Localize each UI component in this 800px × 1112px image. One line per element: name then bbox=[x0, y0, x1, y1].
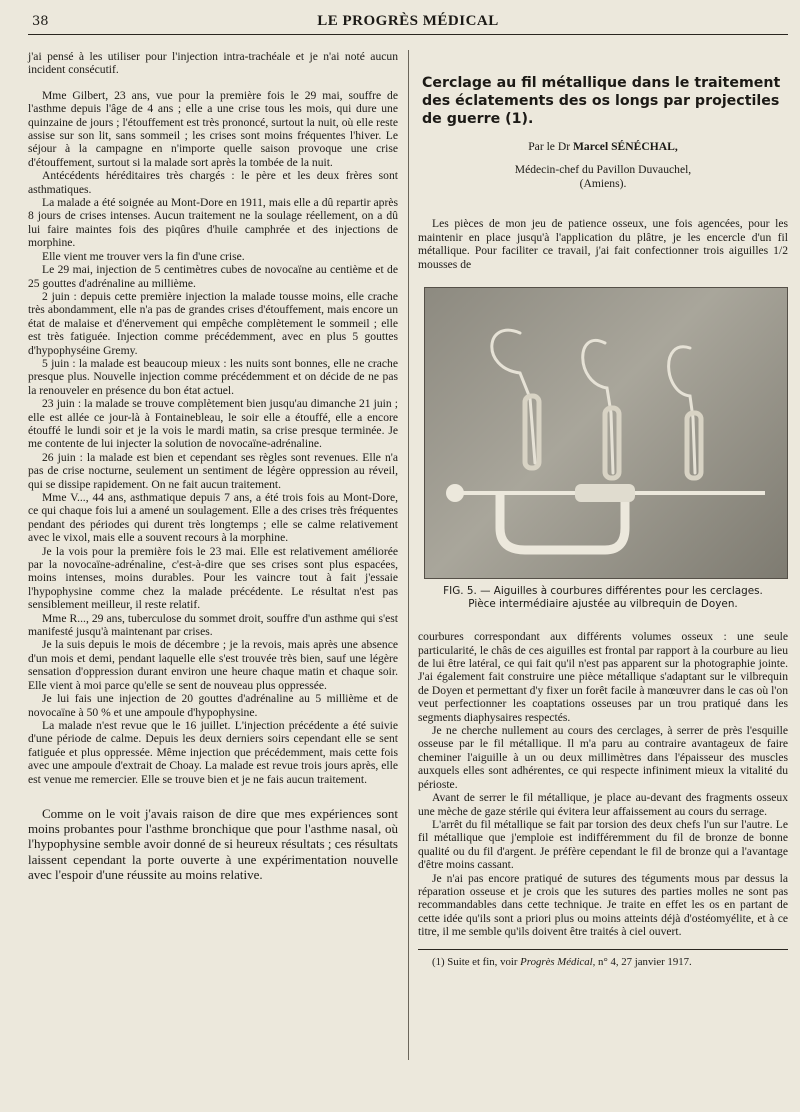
paragraph: Je ne cherche nullement au cours des cerclages, à serrer de près l'esquille osseuse par le fil métallique. Il m'a paru au contraire avantageux de faire cheminer l'aiguille à un ou deux millimètres dans l'épaisseur des muscles auxquels elles sont adhérentes, ce qui respecte infiniment mieux la vitalité du périoste. bbox=[418, 724, 788, 791]
footnote-journal: Progrès Médical, bbox=[520, 955, 596, 968]
column-divider bbox=[408, 50, 409, 1060]
footnote bbox=[418, 956, 788, 969]
page-header bbox=[28, 8, 788, 35]
paragraph: 5 juin : la malade est beaucoup mieux : les nuits sont bonnes, elle ne crache presque plus. Nouvelle injection comme précédemment et on décide de ne pas la renouveler en présence du bon état actuel. bbox=[28, 356, 398, 397]
paragraph: j'ai pensé à les utiliser pour l'injection intra-trachéale et je n'ai noté aucun incident consécutif. bbox=[28, 50, 398, 77]
needles-illustration bbox=[425, 288, 787, 578]
caption-line: FIG. 5. — Aiguilles à courbures différentes pour les cerclages. bbox=[443, 585, 763, 598]
drill-piece bbox=[446, 484, 765, 550]
paragraph: La malade a été soignée au Mont-Dore en 1911, mais elle a dû repartir après 8 jours de crises intenses. Aucun traitement ne la soulage réellement, on a dû lui faire maintes fois des piqûres d'huile camphrée et des injections de morphine. bbox=[28, 196, 398, 250]
footnote-rule bbox=[418, 949, 788, 950]
figure-caption bbox=[418, 585, 788, 610]
paragraph: 23 juin : la malade se trouve complètement bien jusqu'au dimanche 21 juin ; elle est allée ce jour-là à Fontainebleau, le soir elle a étouffé, elle a encore étouffé le lundi soir et je la vois le mardi matin, sa crise presque terminée. Je me contente de lui injecter la solution de novocaïne-adrénaline. bbox=[28, 397, 398, 451]
affiliation-line: (Amiens). bbox=[579, 177, 627, 191]
right-column bbox=[418, 50, 788, 969]
paragraph: Avant de serrer le fil métallique, je place au-devant des fragments osseux une mèche de gaze stérile qui évitera leur affaissement au cours du serrage. bbox=[418, 791, 788, 818]
case-gilbert-paragraph: Mme Gilbert, 23 ans, vue pour la première fois le 29 mai, souffre de l'asthme depuis l'âge de 4 ans ; elle a une crise tous les mois, qui dure une quinzaine de jours ; l'étouffement est très prononcé, surtout la nuit, où elle reste assise sur son lit, sans sommeil ; les crises sont moins fréquentes l'hiver. Le séjour à la campagne en n'importe quelle saison provoque une crise d'étouffement, surtout si la malade sort après la tombée de la nuit. bbox=[28, 88, 398, 169]
paragraph: 26 juin : la malade est bien et cependant ses règles sont revenues. Elle n'a pas de crise nocturne, seulement un sentiment de légère oppression au réveil, qui se dissipe rapidement. On ne fait aucun traitement. bbox=[28, 450, 398, 491]
figure-photo bbox=[424, 287, 788, 579]
paragraph: La malade n'est revue que le 16 juillet. L'injection précédente a été suivie d'une période de calme. Depuis les deux derniers soirs cependant elle se sent fatiguée et plus oppressée. Même injection que précédemment, mais cette fois avec une ampoule d'extrait de Choay. La malade est revue trois jours après, elle est venue me remercier. Elle se trouve bien et je ne fais aucun traitement. bbox=[28, 718, 398, 786]
conclusion-paragraph: Comme on le voit j'avais raison de dire que mes expériences sont moins probantes pour l'asthme bronchique que pour l'asthme nasal, où l'hypophysine semble avoir donné de si heureux résultats ; ces résultats laissent cependant la porte ouverte à une expérimentation nouvelle avec l'espoir d'une réussite au moins relative. bbox=[28, 805, 398, 882]
journal-title: LE PROGRÈS MÉDICAL bbox=[317, 13, 499, 29]
paragraph: L'arrêt du fil métallique se fait par torsion des deux chefs l'un sur l'autre. Le fil métallique que j'emploie est indifféremment du fil de bronze de bonne qualité ou du fil d'argent. Je préfère cependant le fil de bronze qui a l'avantage d'être moins cassant. bbox=[418, 817, 788, 872]
caption-line: Pièce intermédiaire ajustée au vilbrequin de Doyen. bbox=[468, 597, 738, 610]
paragraph: courbures correspondant aux différents volumes osseux : une seule particularité, le châs de ces aiguilles est frontal par rapport à la courbure au lieu de lui être latéral, ce qui fait qu'il n'est pas apparent sur la photographie jointe. J'ai également fait construire une pièce métallique s'adaptant sur le vilbrequin de Doyen et permettant d'y fixer un forêt facile à manœuvrer dans le cas où l'on veut perfectionner les coaptations osseuses par un trou pratiqué dans les segments diaphysaires respectés. bbox=[418, 630, 788, 724]
byline-prefix: Par le Dr bbox=[528, 140, 571, 153]
paragraph: 2 juin : depuis cette première injection la malade tousse moins, elle crache très abondamment, elle n'a pas de grandes crises d'étouffement, mais encore un état de malaise et d'énervement qui empêche complètement le sommeil ; elle est très fatiguée. Injection comme précédemment, avec en plus 5 gouttes d'hypophyséine Gremy. bbox=[28, 289, 398, 357]
paragraph: Je la suis depuis le mois de décembre ; je la revois, mais après une absence d'un mois et demi, pendant laquelle elle s'est trouvée très bien, sauf une légère sensation d'oppression durant environ une heure chaque matin et chaque soir. Elle vient à moi parce qu'elle se sent de nouveau plus oppressée. bbox=[28, 638, 398, 692]
affiliation bbox=[418, 163, 788, 191]
article-title: Cerclage au fil métallique dans le traitement des éclatements des os longs par projectiles de guerre (1). bbox=[422, 75, 781, 127]
left-column bbox=[28, 50, 398, 882]
footnote-ref: n° 4, 27 janvier 1917. bbox=[598, 955, 692, 968]
paragraph: Elle vient me trouver vers la fin d'une crise. bbox=[42, 249, 245, 263]
needle-3 bbox=[669, 347, 695, 473]
affiliation-line: Médecin-chef du Pavillon Duvauchel, bbox=[514, 163, 692, 177]
case-v-paragraph: Mme V..., 44 ans, asthmatique depuis 7 ans, a été trois fois au Mont-Dore, ce qui chaque fois lui a amené un soulagement. Elle a des crises très fréquentes pendant des périodes qui durent très longtemps ; elle se calme relativement avec le vixol, mais elle a souvent recours à la morphine. bbox=[28, 491, 398, 545]
case-r-paragraph: Mme R..., 29 ans, tuberculose du sommet droit, souffre d'un asthme qui s'est manifesté jusqu'à maintenant par crises. bbox=[28, 611, 398, 639]
page-number: 38 bbox=[32, 14, 49, 29]
intro-paragraph: Les pièces de mon jeu de patience osseux, une fois agencées, pour les maintenir en place jusqu'à l'application du plâtre, je les encercle d'un fil métallique. Pour faciliter ce travail, j'ai fait confectionner trois aiguilles 1/2 mousses de bbox=[418, 217, 788, 271]
author-name: Marcel SÉNÉCHAL, bbox=[572, 140, 678, 153]
paragraph: Je la vois pour la première fois le 23 mai. Elle est relativement améliorée par la novocaïne-adrénaline, c'est-à-dire que ses crises sont plus espacées, moins intenses, moins durables. Pour les vaincre tout à fait j'essaie l'hypophysine comme chez la malade précédente. Le résultat n'est pas sensiblement meilleur, il reste relatif. bbox=[28, 544, 398, 612]
footnote-prefix: (1) Suite et fin, voir bbox=[432, 955, 518, 968]
paragraph: Je lui fais une injection de 20 gouttes d'adrénaline au 5 millième et de novocaïne à 50 % et une ampoule d'hypophysine. bbox=[28, 692, 398, 719]
paragraph: Le 29 mai, injection de 5 centimètres cubes de novocaïne au centième et de 25 gouttes d'adrénaline au millième. bbox=[28, 263, 398, 290]
byline bbox=[418, 140, 788, 153]
paragraph: Je n'ai pas encore pratiqué de sutures des téguments mous par dessus la réparation osseuse et je crois que les sutures des parties molles ne sont pas recommandables dans cette technique. Je traite en effet les os en partant de cette idée qu'ils sont a priori plus ou moins atteints déjà d'ostéomyélite, et à ce titre, il me semble qu'ils doivent être traités à ciel ouvert. bbox=[418, 871, 788, 939]
paragraph: Antécédents héréditaires très chargés : le père et les deux frères sont asthmatiques. bbox=[28, 169, 398, 196]
